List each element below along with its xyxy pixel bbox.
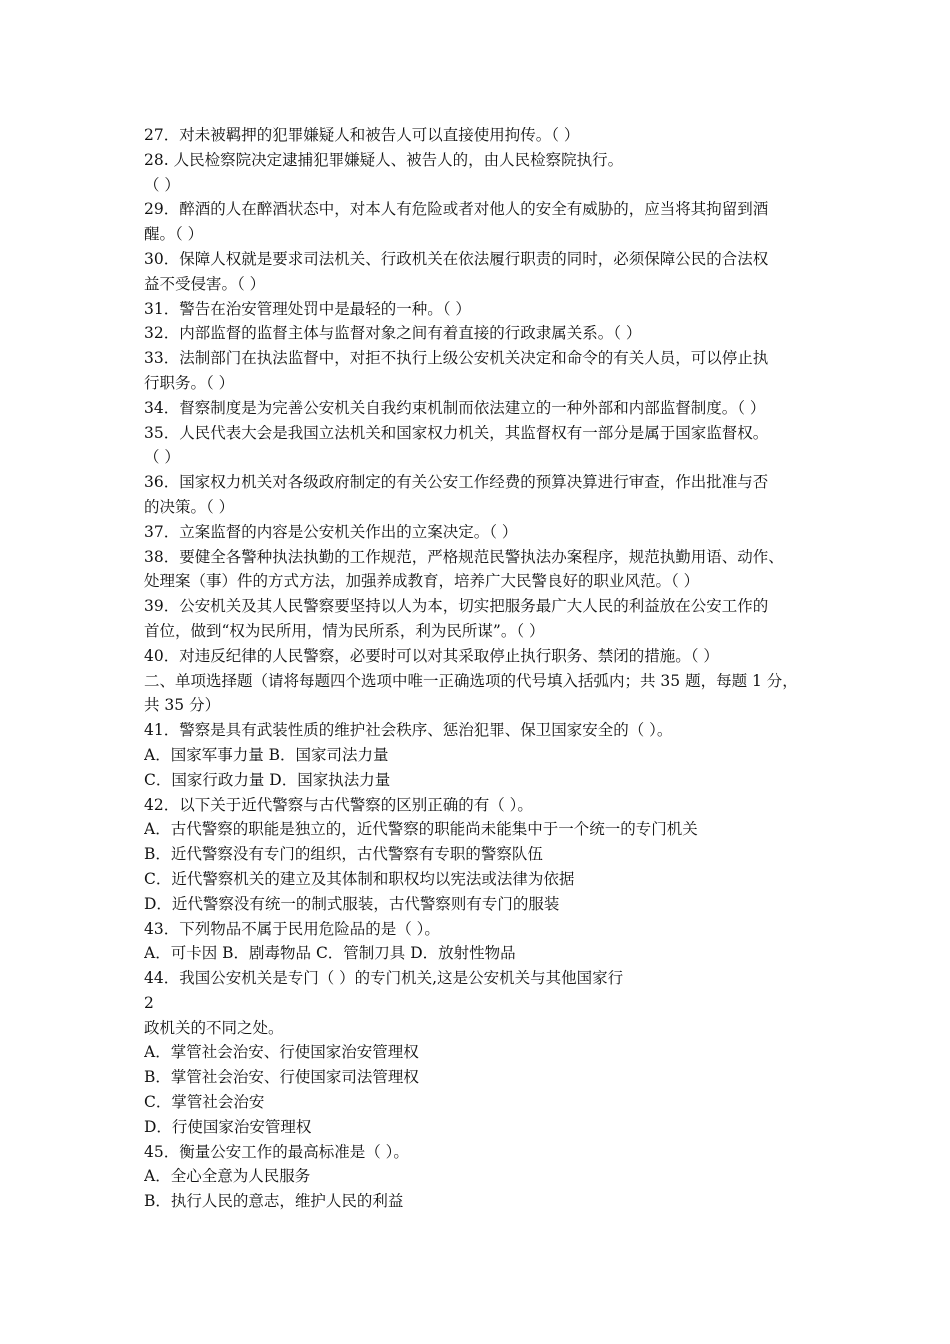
text-line: 醒。（ ） — [144, 225, 204, 244]
section-heading-cont: 共 35 分） — [144, 696, 221, 715]
text-line: 33．法制部门在执法监督中，对拒不执行上级公安机关决定和命令的有关人员，可以停止执 — [144, 349, 769, 368]
text-line: D．行使国家治安管理权 — [144, 1117, 312, 1136]
text-line: 益不受侵害。（ ） — [144, 274, 266, 293]
text-line: 28. 人民检察院决定逮捕犯罪嫌疑人、被告人的，由人民检察院执行。 — [144, 150, 624, 169]
text-line: 30．保障人权就是要求司法机关、行政机关在依法履行职责的同时，必须保障公民的合法权 — [144, 249, 769, 268]
text-line: A．国家军事力量 B．国家司法力量 — [144, 745, 389, 764]
text-line: （ ） — [144, 448, 180, 467]
text-line: 29．醉酒的人在醉酒状态中，对本人有危险或者对他人的安全有威胁的，应当将其拘留到酒 — [144, 200, 769, 219]
text-line: 45．衡量公安工作的最高标准是（ ）。 — [144, 1142, 409, 1161]
text-line: 37．立案监督的内容是公安机关作出的立案决定。（ ） — [144, 522, 518, 541]
text-line: 27．对未被羁押的犯罪嫌疑人和被告人可以直接使用拘传。（ ） — [144, 126, 580, 144]
text-line: A．古代警察的职能是独立的，近代警察的职能尚未能集中于一个统一的专门机关 — [144, 820, 698, 839]
text-line: 35．人民代表大会是我国立法机关和国家权力机关，其监督权有一部分是属于国家监督权。 — [144, 423, 769, 442]
text-line: 42．以下关于近代警察与古代警察的区别正确的有（ ）。 — [144, 795, 533, 814]
text-line: 36．国家权力机关对各级政府制定的有关公安工作经费的预算决算进行审查，作出批准与否 — [144, 473, 769, 492]
text-line: 44．我国公安机关是专门（ ）的专门机关,这是公安机关与其他国家行 — [144, 969, 624, 988]
text-line: 40．对违反纪律的人民警察，必要时可以对其采取停止执行职务、禁闭的措施。（ ） — [144, 646, 719, 665]
text-line: A．全心全意为人民服务 — [144, 1167, 311, 1186]
text-line: B．掌管社会治安、行使国家司法管理权 — [144, 1068, 419, 1087]
text-line: C．近代警察机关的建立及其体制和职权均以宪法或法律为依据 — [144, 869, 575, 888]
text-line: （ ） — [144, 175, 180, 194]
text-line: 首位，做到“权为民所用，情为民所系，利为民所谋”。（ ） — [144, 621, 545, 640]
text-line: B．近代警察没有专门的组织，古代警察有专职的警察队伍 — [144, 845, 543, 864]
text-line: 政机关的不同之处。 — [144, 1018, 284, 1037]
text-line: 41．警察是具有武装性质的维护社会秩序、惩治犯罪、保卫国家安全的（ ）。 — [144, 721, 673, 740]
text-line: C．掌管社会治安 — [144, 1093, 265, 1112]
text-line: C．国家行政力量 D．国家执法力量 — [144, 770, 391, 789]
text-line: A．可卡因 B．剧毒物品 C．管制刀具 D．放射性物品 — [144, 944, 516, 963]
text-line: D．近代警察没有统一的制式服装，古代警察则有专门的服装 — [144, 894, 560, 913]
document-body — [144, 123, 816, 1214]
text-line: 32．内部监督的监督主体与监督对象之间有着直接的行政隶属关系。（ ） — [144, 324, 642, 343]
text-line: 31．警告在治安管理处罚中是最轻的一种。（ ） — [144, 299, 471, 318]
text-line: 43．下列物品不属于民用危险品的是（ ）。 — [144, 919, 440, 938]
text-line: B．执行人民的意志，维护人民的利益 — [144, 1192, 404, 1211]
text-line: 34．督察制度是为完善公安机关自我约束机制而依法建立的一种外部和内部监督制度。（ ） — [144, 398, 766, 417]
text-line: A．掌管社会治安、行使国家治安管理权 — [144, 1043, 419, 1062]
page-number: 2 — [144, 993, 154, 1012]
text-line: 38．要健全各警种执法执勤的工作规范，严格规范民警执法办案程序，规范执勤用语、动作、 — [144, 547, 784, 566]
text-line: 处理案（事）件的方式方法，加强养成教育，培养广大民警良好的职业风范。（ ） — [144, 572, 700, 591]
text-line: 行职务。（ ） — [144, 373, 235, 392]
section-heading: 二、单项选择题（请将每题四个选项中唯一正确选项的代号填入括弧内；共 35 题，每题 1 分， — [144, 671, 798, 690]
text-line: 39．公安机关及其人民警察要坚持以人为本，切实把服务最广大人民的利益放在公安工作的 — [144, 597, 769, 616]
text-line: 的决策。（ ） — [144, 497, 235, 516]
